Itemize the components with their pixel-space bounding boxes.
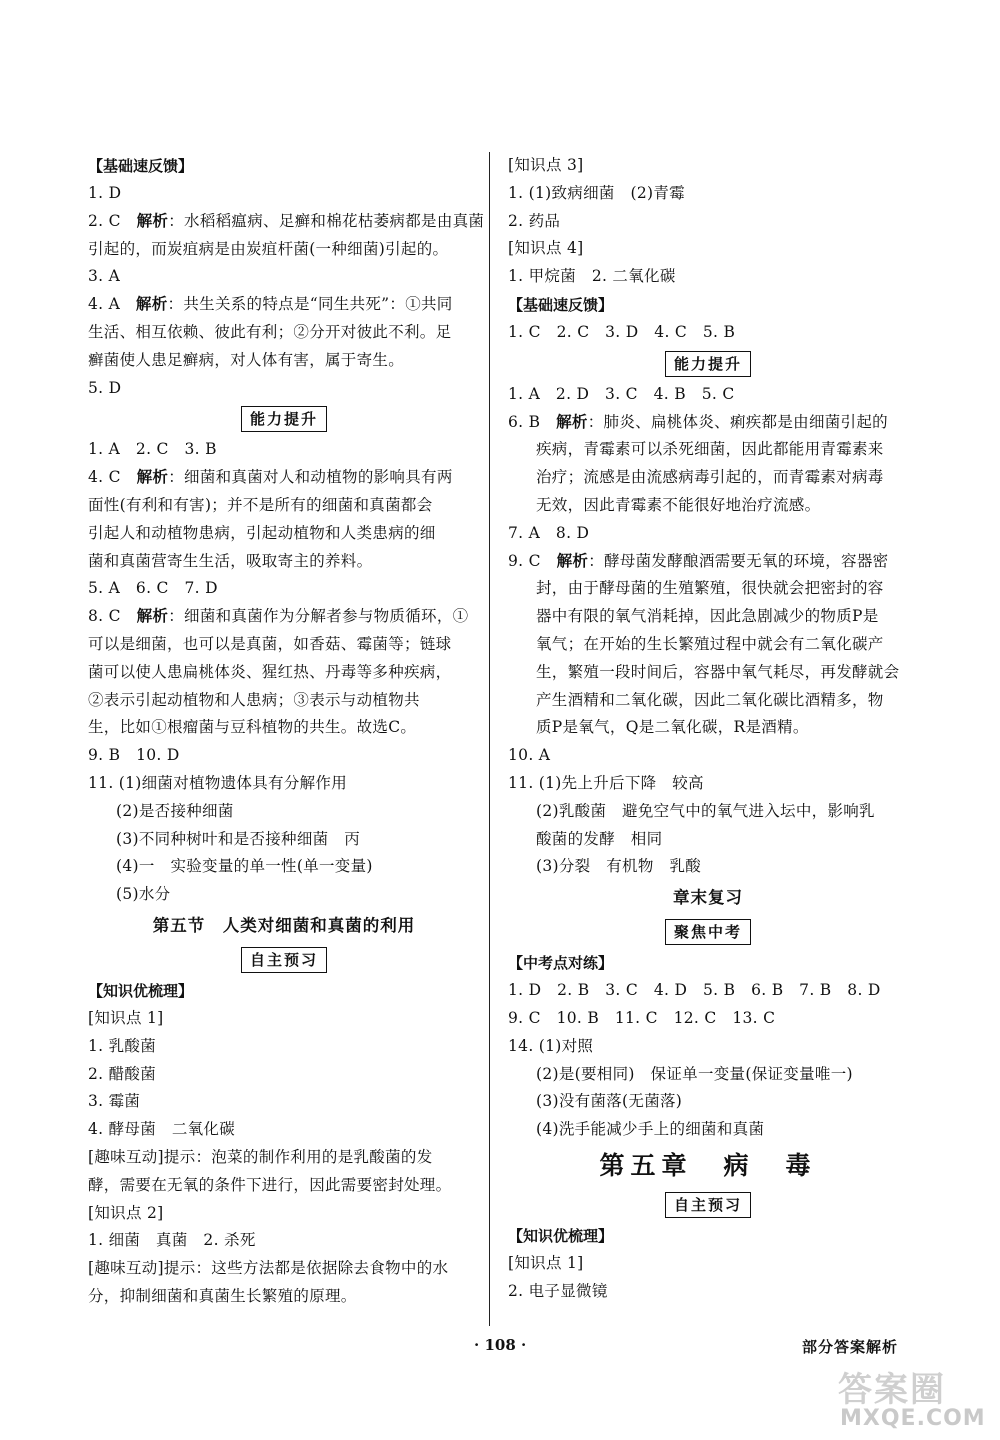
answer-line: [知识点 1]: [88, 1008, 164, 1027]
answer-line: 1. D: [88, 184, 122, 202]
answer-line: 2. C 解析：水稻稻瘟病、足癣和棉花枯萎病都是由真菌: [88, 211, 485, 230]
answer-line: 3. 霉菌: [88, 1092, 141, 1111]
analysis-text: 细菌和真菌对人和动植物的影响具有两: [184, 468, 453, 487]
analysis-label: 解析: [556, 412, 588, 431]
answer-line: 器中有限的氧气消耗掉，因此急剧减少的物质P是: [536, 607, 879, 626]
subsection-heading: 【中考点对练】: [508, 954, 614, 973]
boxed-heading: 能力提升: [665, 351, 751, 377]
answer-line: 产生酒精和二氧化碳，因此二氧化碳比酒精多，物: [536, 690, 884, 709]
boxed-heading-row: [88, 943, 480, 977]
subsection-heading: 【知识优梳理】: [88, 981, 194, 1000]
answer-number: 4. C: [88, 468, 121, 487]
answer-line: 质P是氧气，Q是二氧化碳，R是酒精。: [536, 718, 809, 737]
answer-line: 3. A: [88, 267, 121, 286]
answer-line: [趣味互动]提示：泡菜的制作利用的是乳酸菌的发: [88, 1147, 433, 1166]
answer-number: 4. A: [88, 295, 121, 314]
answer-line: 4. 酵母菌 二氧化碳: [88, 1120, 236, 1139]
answer-line: 生，比如①根瘤菌与豆科植物的共生。故选C。: [88, 718, 417, 737]
answer-line: 无效，因此青霉素不能很好地治疗流感。: [536, 495, 821, 514]
answer-line: 1. C 2. C 3. D 4. C 5. B: [508, 322, 736, 341]
boxed-heading-row: [508, 915, 908, 949]
answer-line: [知识点 4]: [508, 239, 584, 258]
analysis-label: 解析: [135, 295, 168, 314]
analysis-label: 解析: [136, 607, 169, 626]
boxed-heading: 能力提升: [241, 406, 327, 432]
analysis-text: 共生关系的特点是“同生共死”：①共同: [183, 295, 453, 314]
answer-number: 2. C: [88, 211, 121, 230]
answer-line: 14. (1)对照: [508, 1036, 594, 1055]
column-divider: [489, 152, 490, 1326]
answer-line: 菌和真菌营寄生生活，吸取寄主的养料。: [88, 551, 373, 570]
answer-line: [知识点 2]: [88, 1203, 164, 1222]
answer-line: 1. 甲烷菌 2. 二氧化碳: [508, 267, 676, 286]
answer-line: 10. A: [508, 746, 551, 765]
boxed-heading: 聚焦中考: [665, 919, 751, 945]
answer-line: 1. 细菌 真菌 2. 杀死: [88, 1231, 256, 1250]
subsection-heading: 【知识优梳理】: [508, 1226, 614, 1245]
answer-line: 生，繁殖一段时间后，容器中氧气耗尽，再发酵就会: [536, 662, 900, 681]
section-title: 第五节 人类对细菌和真菌的利用: [152, 915, 416, 935]
boxed-heading: 自主预习: [665, 1192, 751, 1218]
answer-line: 引起的，而炭疽病是由炭疽杆菌(一种细菌)引起的。: [88, 239, 449, 258]
answer-line: 2. 醋酸菌: [88, 1064, 157, 1083]
answer-line: 1. (1)致病细菌 (2)青霉: [508, 183, 685, 202]
answer-line: 引起人和动植物患病，引起动植物和人类患病的细: [88, 523, 436, 542]
answer-line: [趣味互动]提示：这些方法都是依据除去食物中的水: [88, 1259, 449, 1278]
subsection-heading: 【基础速反馈】: [88, 157, 194, 175]
answer-line: (5)水分: [116, 885, 171, 904]
boxed-heading: 自主预习: [241, 947, 327, 973]
answer-line: ②表示引起动植物和人患病；③表示与动植物共: [88, 690, 420, 709]
analysis-text: 水稻稻瘟病、足癣和棉花枯萎病都是由真菌: [184, 211, 485, 230]
answer-line: 11. (1)细菌对植物遗体具有分解作用: [88, 773, 348, 792]
watermark-url: MXQE.COM: [840, 1406, 986, 1431]
answer-line: 7. A 8. D: [508, 523, 590, 542]
answer-line: 面性(有利和有害)；并不是所有的细菌和真菌都会: [88, 495, 433, 514]
watermark-logo-text: 答案圈: [838, 1370, 946, 1410]
answer-line: 1. 乳酸菌: [88, 1036, 157, 1055]
answer-number: 6. B: [508, 412, 541, 431]
analysis-label: 解析: [556, 551, 589, 570]
site-watermark: [838, 1362, 988, 1436]
subsection-heading: 【基础速反馈】: [508, 295, 614, 314]
answer-line: (2)乳酸菌 避免空气中的氧气进入坛中，影响乳: [536, 801, 875, 820]
answer-line: 疾病，青霉素可以杀死细菌，因此都能用青霉素来: [536, 440, 884, 459]
analysis-label: 解析: [136, 468, 169, 487]
answer-line: 1. A 2. C 3. B: [88, 440, 217, 459]
boxed-heading-row: [508, 347, 908, 381]
answer-line: (3)没有菌落(无菌落): [536, 1092, 683, 1111]
footer-section-title: 部分答案解析: [802, 1338, 899, 1356]
right-column: [508, 152, 908, 1306]
answer-line: 5. D: [88, 378, 122, 397]
answer-line: 8. C 解析：细菌和真菌作为分解者参与物质循环，①: [88, 607, 469, 626]
page-number: · 108 ·: [474, 1336, 527, 1354]
answer-number: 8. C: [88, 607, 121, 626]
section-title: 章末复习: [673, 888, 743, 908]
analysis-text: 细菌和真菌作为分解者参与物质循环，①: [184, 607, 469, 626]
answer-line: 9. B 10. D: [88, 746, 180, 765]
answer-line: 分，抑制细菌和真菌生长繁殖的原理。: [88, 1286, 357, 1305]
answer-line: 2. 电子显微镜: [508, 1281, 608, 1300]
answer-line: 酵，需要在无氧的条件下进行，因此需要密封处理。: [88, 1175, 452, 1194]
answer-line: 1. A 2. D 3. C 4. B 5. C: [508, 384, 735, 403]
answer-line: 1. D 2. B 3. C 4. D 5. B 6. B 7. B 8. D: [508, 981, 881, 1000]
answer-line: 酸菌的发酵 相同: [536, 829, 663, 848]
analysis-label: 解析: [136, 211, 169, 230]
answer-line: 封，由于酵母菌的生殖繁殖，很快就会把密封的容: [536, 579, 884, 598]
answer-line: 4. A 解析：共生关系的特点是“同生共死”：①共同: [88, 295, 453, 314]
answer-line: 2. 药品: [508, 211, 561, 230]
answer-line: 氧气；在开始的生长繁殖过程中就会有二氧化碳产: [536, 634, 884, 653]
answer-line: 治疗；流感是由流感病毒引起的，而青霉素对病毒: [536, 468, 884, 487]
analysis-text: 酵母菌发酵酿酒需要无氧的环境，容器密: [604, 551, 889, 570]
answer-number: 9. C: [508, 551, 541, 570]
answer-line: 11. (1)先上升后下降 较高: [508, 773, 704, 792]
boxed-heading-row: [88, 402, 480, 436]
analysis-text: 肺炎、扁桃体炎、痢疾都是由细菌引起的: [603, 412, 888, 431]
answer-line: 6. B 解析：肺炎、扁桃体炎、痢疾都是由细菌引起的: [508, 412, 888, 431]
answer-line: 4. C 解析：细菌和真菌对人和动植物的影响具有两: [88, 468, 453, 487]
answer-line: 可以是细菌，也可以是真菌，如香菇、霉菌等；链球: [88, 634, 452, 653]
answer-line: (3)不同种树叶和是否接种细菌 丙: [116, 829, 361, 848]
answer-line: 生活、相互依赖、彼此有利；②分开对彼此不利。足: [88, 322, 452, 341]
left-column: [88, 152, 485, 1311]
answer-line: 9. C 解析：酵母菌发酵酿酒需要无氧的环境，容器密: [508, 551, 889, 570]
answer-line: [知识点 3]: [508, 156, 584, 174]
answer-line: (2)是否接种细菌: [116, 801, 234, 820]
answer-line: 9. C 10. B 11. C 12. C 13. C: [508, 1008, 776, 1027]
answer-line: (3)分裂 有机物 乳酸: [536, 857, 702, 876]
answer-line: (4)一 实验变量的单一性(单一变量): [116, 857, 373, 876]
answer-line: (2)是(要相同) 保证单一变量(保证变量唯一): [536, 1064, 853, 1083]
answer-line: [知识点 1]: [508, 1253, 584, 1272]
answer-line: 癣菌使人患足癣病，对人体有害，属于寄生。: [88, 350, 405, 369]
answer-line: 5. A 6. C 7. D: [88, 579, 218, 598]
answer-line: (4)洗手能减少手上的细菌和真菌: [536, 1120, 765, 1139]
boxed-heading-row: [508, 1188, 908, 1222]
chapter-title: 第五章 病 毒: [599, 1150, 817, 1180]
answer-line: 菌可以使人患扁桃体炎、猩红热、丹毒等多种疾病，: [88, 662, 452, 681]
